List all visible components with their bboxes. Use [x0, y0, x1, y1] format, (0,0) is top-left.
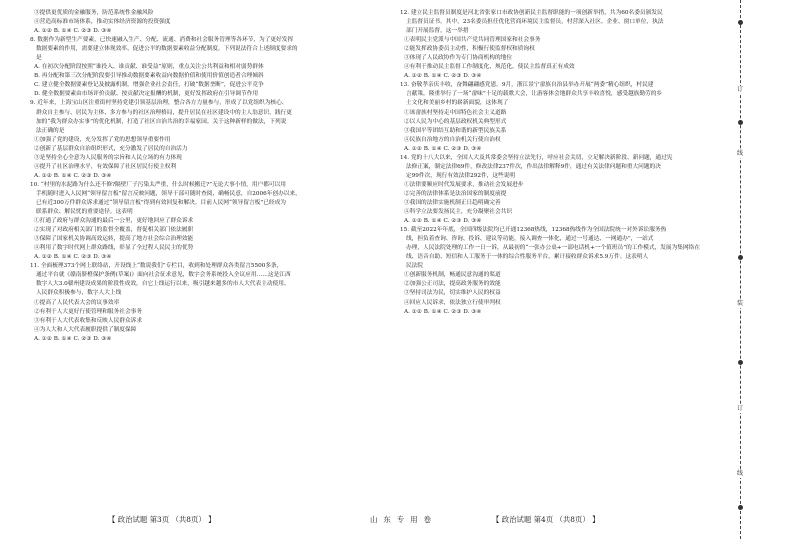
text-line: ①创新服务机制，畅通民意沟通的渠道 — [404, 272, 501, 279]
text-line: ②有利于人大更好行使管理和服务社会事务 — [34, 308, 143, 315]
binding-hole-icon — [738, 20, 743, 25]
text-line: ④利用了数字时代网上群众路线，彰显了全过程人民民主的优势 — [34, 245, 194, 252]
footer-center: 山东专用卷 — [370, 515, 437, 524]
text-line: ③提供更优质的金融服务，防范系统性金融风险 — [34, 10, 154, 16]
text-line: ③坚持司法为民，切实维护人民的权益 — [404, 290, 501, 297]
text-line: A. 在初次分配阶段按照“谁投入、谁贡献、谁受益”原则，重点关注公共利益和相对弱势群体 — [34, 64, 264, 71]
text-line: ③我国平等团结互助和谐的新型民族关系 — [404, 127, 507, 134]
text-line: C. 建立健全数据要素登记及披露机制，增强企业社会责任，打破“数据垄断”，促进公平竞争 — [34, 82, 264, 89]
text-line: ②以人民为中心的基层政权机关典型形式 — [404, 118, 507, 125]
binding-label: 订 — [733, 405, 747, 413]
text-line: ①法律要顺应时代发展要求，推动社会发展进步 — [404, 181, 524, 188]
text-line: 民法院 — [406, 263, 424, 270]
text-line: A. ①② B. ①④ C. ②③ D. ③④ — [404, 218, 482, 225]
text-line: ②能发挥政协委员主动性，积极行使监督权和质询权 — [404, 46, 535, 53]
text-line: 群众自主参与、居民为主体、多方参与的社区治理格局，提升居民在社区建设中的主人翁意识，践行更 — [36, 109, 292, 116]
text-line: 11. 全面梳理373个网上联络站，开设线上“数说我们”专栏目，收到和处理群众各类留言5500多条， — [30, 263, 283, 270]
text-line: A. ①② B. ①④ C. ②③ D. ③④ — [404, 73, 482, 80]
text-line: ①该畲族村坚持走中国特色社会主义道路 — [404, 109, 507, 116]
text-line: ④民族自治地方的自治机关行使自治权 — [404, 136, 501, 143]
text-line: ④有利于推动民主监督工作制度化、规范化，使民主监督真正有成效 — [404, 64, 575, 71]
text-line: ①提高了人民代表大会的议事效率 — [34, 299, 120, 306]
text-line: ③有利于人大代表收集和反映人民群众诉求 — [34, 317, 143, 324]
text-line: ②创新了基层群众自治组织形式，充分激发了居民的自治活力 — [34, 145, 188, 152]
text-line: 部门开展监督，这一举措 — [406, 28, 469, 35]
text-line: ④科学立法要发扬民主，充分凝聚社会共识 — [404, 209, 513, 216]
binding-label: 线 — [733, 470, 747, 478]
binding-hole-icon — [738, 120, 743, 125]
binding-label: 订 — [733, 86, 747, 94]
binding-hole-icon — [738, 255, 743, 260]
text-line: 12. 建立民主监督员制度是河北省张家口市政协创新民主监督职能的一项创新举措，共为60名委员颁发民 — [400, 10, 663, 16]
text-line: ②加强公正司法，提高政务服务的效能 — [404, 281, 501, 288]
text-line: 是 — [36, 55, 42, 62]
text-line: 土文化和美丽乡村的崭新面貌，这体现了 — [406, 100, 509, 107]
text-line: ①加强了党的建设，充分发挥了党的思想领导重要作用 — [34, 136, 171, 143]
text-line: D. 健全数据要素由市场评价贡献、按贡献决定报酬的机制，更好发挥政府在引导调节作用 — [34, 91, 259, 98]
text-line: ②实现了对政府相关部门的监督全覆盖，督促相关部门依法履职 — [34, 227, 194, 234]
text-line: 14. 党的十八大以来，全国人大及其常委会坚持立法先行，呼应社会关切，立足解决新阶段、新问题，通过宪 — [400, 154, 673, 161]
text-line: 法修正案，制定法律69件，修改法律237件次，作出法律解释9件，通过有关法律问题和重大问题的决 — [406, 163, 661, 170]
text-line: B. 再分配和第三次分配阶段要引导推动数据要素收益向数据价值和使用价值创造者合理倾斜 — [34, 73, 264, 80]
text-line: A. ①② B. ①④ C. ②③ D. ③④ — [404, 308, 482, 315]
text-line: ③我国的法律实施机制正日趋明确完善 — [404, 199, 501, 206]
right-column — [400, 9, 730, 317]
text-line: 15. 截至2022年年底，全国四级法院均已开通12368热线，12368热线作为全国法院统一对外诉讼服务热 — [400, 227, 667, 234]
text-line: 9. 近年来，上海宝山区注重街村坚持党建引领基层治理，整合各方力量参与，形成了以党组织为核心、 — [30, 100, 288, 107]
text-line: ③体现了人民政协作为专门协商机构的地位 — [404, 55, 513, 62]
text-line: 数字人大3.0赣州建设成果的阶段性成效，自它上线运行以来，吸引越来越多的市人大代表主动使用、 — [36, 281, 290, 288]
text-line: ④营造高标准市场体系，推动实体经济资源的投资强度 — [34, 19, 171, 26]
text-line: ③保障了国家机关协调高效运转，提高了地方社会综合治理效能 — [34, 236, 194, 243]
text-line: 13. 奋敬孝亲庆丰收，奋舞翩翩感党恩。9月，浙江景宁畲族自治县举办开展“两委”精心组织，村民建 — [400, 82, 654, 89]
text-line: ①表明民主党派与中国共产党共同管理国家和社会事务 — [404, 37, 541, 44]
left-column — [30, 9, 385, 344]
text-line: A. ①② B. ①④ C. ②③ D. ③④ — [404, 145, 482, 152]
text-line: 言献策，隆重举行了一场“畲味”十足的载歌大会，让游客体会地群众共享丰收喜悦，感受越族勤劳的乡 — [406, 91, 663, 98]
binding-hole-icon — [738, 360, 743, 365]
text-line: 已有近300万件群众诉求通过“领导留言板”得到有效回复和解决。目前人民网“领导留言板”已经成为 — [36, 199, 286, 206]
text-line: 办理，人民法院处理的工作一日一诉，从最初的“一张办公桌+一部电话机+一个值班员”的工作模式，发展为集网络在 — [406, 245, 701, 252]
footer-right: 【 政治试题 第4页 （共8页） 】 — [492, 515, 600, 524]
text-line: 线、语音自助、短信和人工服务于一体的综合性服务平台，累计接收群众诉求5.9万件。这表明人 — [406, 254, 649, 261]
text-line: ④为人大和人大代表履职提供了制度保障 — [34, 326, 137, 333]
text-line: ④回应人民诉求，依法独立行使审判权 — [404, 299, 501, 306]
text-line: 通过平台就《赣南脐橙保护条例(草案)》面向社会征求意见，数字会务系统投入全议应用……这是江西 — [36, 272, 291, 279]
text-line: 手机随时进入人民网“领导留言板”留言反映问题，领导干部可随时查阅，确畅民意，自2006年创办以来， — [36, 190, 301, 197]
text-line: ④提升了社区治理水平，有效保障了社区居民行使主权利 — [34, 163, 177, 170]
text-line: 主监督员证书。其中，23名委员担任优化营商环境民主监督员，村营深入社区、企业、窗口单位，执法 — [406, 19, 664, 26]
binding-dashed-line — [740, 0, 741, 539]
footer-left: 【 政治试题 第3页 （共8页） 】 — [108, 515, 216, 524]
text-line: A. ①② B. ①④ C. ②③ D. ③④ — [34, 172, 112, 179]
text-line: 10. “村里的水泥路为什么还不修?隔壁厂子污染太严重，什么时候搬迁?”无论大事小情，用户都可以用 — [30, 181, 286, 188]
binding-label: 装 — [733, 300, 747, 308]
text-line: 法正确的是 — [36, 127, 65, 134]
text-line: ②完善的法律体系是法治国家的制度前提 — [404, 190, 507, 197]
text-line: 人民群众积极参与，数字人大上线 — [36, 290, 122, 297]
text-line: ③是坚持全心全意为人民服务的宗旨和人民立场的有力体现 — [34, 154, 182, 161]
text-line: A. ①② B. ①④ C. ②③ D. ③④ — [34, 28, 112, 35]
text-line: 定99件次，现行有效法律292件，这些说明 — [406, 172, 516, 179]
text-line: 加的“我为群众办实事”的优化机制，打造了社区自治共治的幸福家园。关于这种新样的做法，下列说 — [36, 118, 287, 125]
binding-hole-icon — [738, 505, 743, 510]
text-line: 数据要素的作用，需要建立体现效率、促进公平的数据要素收益分配制度。下列说法符合上述制度要求的 — [36, 46, 298, 53]
text-line: A. ①② B. ①④ C. ②③ D. ③④ — [34, 254, 112, 261]
binding-label: 线 — [733, 150, 747, 158]
text-line: A. ①② B. ①④ C. ②③ D. ③④ — [34, 335, 112, 342]
text-line: 8. 数据作为新型生产要素，已快速融入生产、分配、流通、消费和社会服务管理等各环节，为了更好发挥 — [30, 37, 294, 44]
text-line: ①打通了政府与群众沟通的最后一公里，更好地回应了群众诉求 — [34, 218, 194, 225]
text-line: 联系群众、解民忧的重要途径。这表明 — [36, 209, 133, 216]
text-line: 线，担负着查询、咨询、投诉、建议等功能，接入调查一体化，通过一号通达、一网通办”，一站式 — [406, 236, 654, 243]
